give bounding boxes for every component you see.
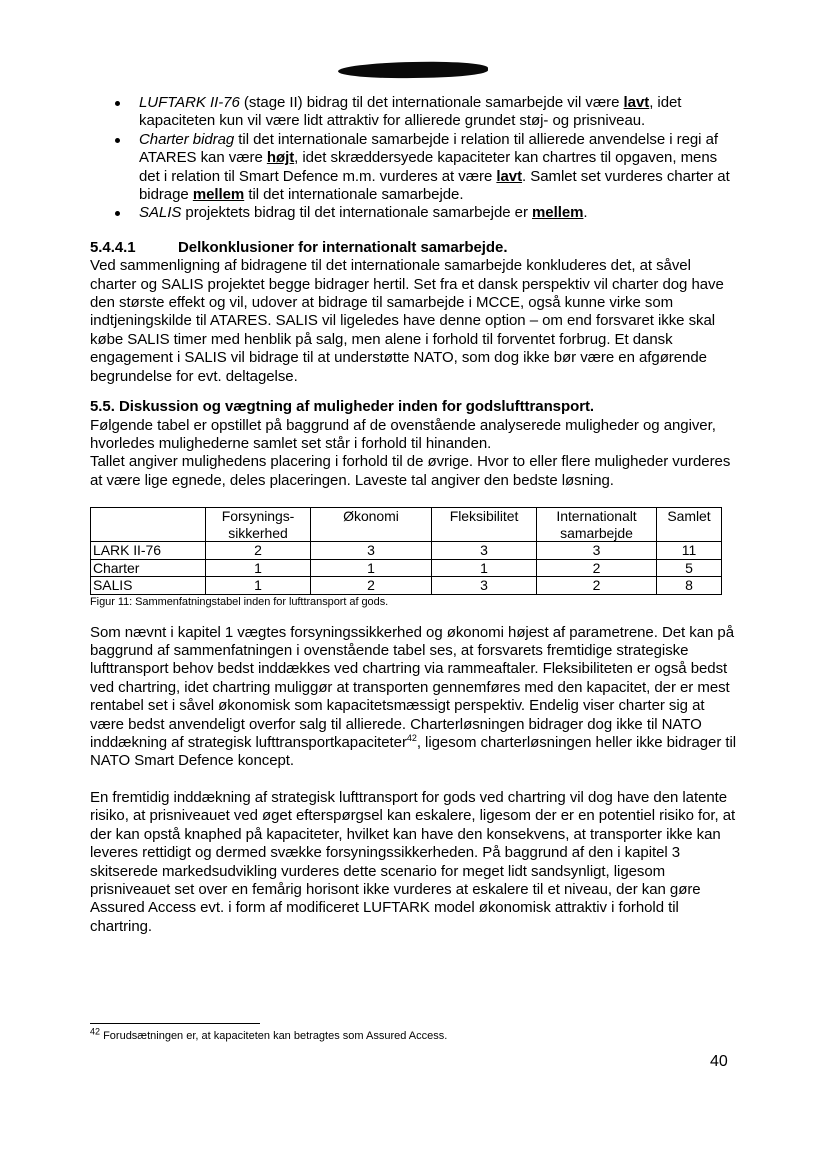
- summary-table: [90, 507, 722, 595]
- section-heading-55: [90, 398, 740, 416]
- footnote-number: 42: [90, 1026, 101, 1037]
- bullet-text: projektets bidrag til det internationale samarbejde er: [181, 204, 533, 222]
- table-header-cell: Forsynings- sikkerhed: [206, 508, 311, 542]
- table-header-cell: Fleksibilitet: [432, 508, 537, 542]
- section-title: Delkonklusioner for internationalt samarbejde.: [178, 238, 508, 256]
- bullet-text: , idet kapaciteten kun vil være lidt attraktiv for allierede grundet støj- og prisniveau.: [139, 94, 682, 130]
- section-number: 5.4.4.1: [90, 238, 136, 256]
- table-cell: 2: [537, 559, 657, 577]
- bullet-title: Charter bidrag: [139, 130, 235, 148]
- bullet-salis: [90, 204, 740, 222]
- rating-value: lavt: [623, 94, 650, 111]
- rating-value: mellem: [192, 186, 245, 204]
- table-row: [91, 542, 722, 560]
- bullet-title: LUFTARK II-76: [139, 94, 240, 111]
- paragraph: [90, 624, 740, 771]
- bullet-text: (stage II) bidrag til det internationale samarbejde vil være: [239, 94, 624, 111]
- main-content: [90, 94, 740, 936]
- rating-value: højt: [266, 149, 295, 167]
- section-title: Diskussion og vægtning af muligheder inden for godslufttransport.: [118, 398, 595, 416]
- contribution-bullet-list: [90, 94, 740, 223]
- section-body: Følgende tabel er opstillet på baggrund af de ovenstående analyserede muligheder og angiver, hvorledes mulighederne samlet set står i forhold til hinanden.: [90, 416, 716, 452]
- table-cell: 8: [657, 577, 722, 595]
- table-cell: 5: [657, 559, 722, 577]
- table-cell: 1: [432, 559, 537, 577]
- rating-value: lavt: [496, 167, 523, 185]
- table-header-cell: Samlet: [657, 508, 722, 542]
- table-cell: Charter: [91, 559, 206, 577]
- section-body: Ved sammenligning af bidragene til det internationale samarbejde konkluderes det, at såvel charter og SALIS projektet begge bidrager hertil. Set fra et dansk perspektiv vil charter dog have den største effekt og vil, udover at bidrage til samarbejde i MCCE, også kunne virke som indtjeningskilde til ATARES. SALIS vil ligeledes have denne option – om end forsvaret ikke skal købe SALIS timer med henblik på salg, men alene i forhold til forventet forbrug. Et dansk engagement i SALIS vil bidrage til at understøtte NATO, som dog ikke bør være en afgørende begrundelse for evt. deltagelse.: [90, 257, 724, 385]
- bullet-icon: [115, 211, 120, 216]
- table-cell: 1: [206, 577, 311, 595]
- table-cell: 3: [432, 577, 537, 595]
- paragraph: En fremtidig inddækning af strategisk lufttransport for gods ved chartring vil dog have den latente risiko, at prisniveauet ved øget efterspørgsel kan eskalere, ligesom der er en potentiel risiko for, at der kan opstå knaphed på kapaciteter, hvilket kan have den konsekvens, at transporter ikke kan leveres rettidigt og dermed svække forsyningssikkerheden. På baggrund af den i kapitel 3 skitserede markedsudvikling vurderes dette scenario for meget lidt sandsynligt, ligesom prisniveauet set over en femårig horisont ikke vurderes at eskalere til et niveau, der kan gøre Assured Access evt. i form af modificeret LUFTARK model økonomisk attraktiv i forhold til chartring.: [90, 788, 736, 935]
- table-caption: Figur 11: Sammenfatningstabel inden for lufttransport af gods.: [90, 595, 389, 608]
- table-cell: LARK II-76: [91, 542, 206, 560]
- footnote: [90, 1026, 448, 1043]
- bullet-text: , idet skræddersyede kapaciteter kan chartres til opgaven, mens det i relation til Smart Defence m.m. vurderes at være: [139, 149, 718, 185]
- table-cell: 11: [657, 542, 722, 560]
- page-number: 40: [710, 1053, 728, 1070]
- rating-value: mellem: [532, 204, 584, 222]
- bullet-text: til det internationale samarbejde i relation til allierede anvendelse i regi af ATARES kan være: [139, 130, 718, 167]
- bullet-text: .: [583, 204, 588, 222]
- bullet-title: SALIS: [139, 204, 182, 222]
- table-cell: 2: [206, 542, 311, 560]
- paragraph-text: Som nævnt i kapitel 1 vægtes forsyningssikkerhed og økonomi højest af parametrene. Det kan på baggrund af sammenfatningen i ovenstående tabel ses, at forsvarets fremtidige strategiske lufttransport behov bedst inddækkes ved chartring via rammeaftaler. Fleksibiliteten er også bedst ved chartring, idet chartring muliggør at transporten gennemføres med den kapacitet, der er mest rentabel set i såvel økonomisk som kapacitetsmæssigt perspektiv. Endelig viser charter sig at være bedst anvendeligt overfor salg til allierede. Charterløsningen bidrager dog ikke til NATO inddækning af strategisk lufttransportkapaciteter: [90, 623, 734, 752]
- section-5-5: [90, 398, 740, 490]
- table-header-cell: [91, 508, 206, 542]
- footnote-reference: 42: [406, 733, 417, 744]
- redaction-mark: [338, 61, 488, 80]
- bullet-text: . Samlet set vurderes charter at bidrage: [139, 167, 730, 204]
- table-row: [91, 559, 722, 577]
- table-cell: 3: [537, 542, 657, 560]
- table-row: [91, 577, 722, 595]
- bullet-icon: [115, 101, 120, 106]
- bullet-icon: [115, 138, 120, 143]
- footnote-divider: [90, 1023, 260, 1024]
- paragraph-text: , ligesom charterløsningen heller ikke bidrager til NATO Smart Defence koncept.: [90, 734, 737, 770]
- table-cell: 2: [537, 577, 657, 595]
- bullet-luftark: [90, 94, 740, 131]
- table-header-cell: Internationalt samarbejde: [537, 508, 657, 542]
- section-body: Tallet angiver mulighedens placering i forhold til de øvrige. Hvor to eller flere muligheder vurderes at være lige egnede, deles placeringen. Laveste tal angiver den bedste løsning.: [90, 453, 731, 489]
- table-header-cell: Økonomi: [311, 508, 432, 542]
- table-cell: 1: [206, 559, 311, 577]
- bullet-charter: [90, 131, 740, 205]
- section-heading-5441: [90, 239, 740, 257]
- section-number: 5.5.: [90, 398, 115, 416]
- table-cell: 3: [311, 542, 432, 560]
- table-cell: 3: [432, 542, 537, 560]
- table-cell: SALIS: [91, 577, 206, 595]
- table-cell: 1: [311, 559, 432, 577]
- table-cell: 2: [311, 577, 432, 595]
- bullet-text: til det internationale samarbejde.: [244, 186, 464, 204]
- table-header-row: [91, 508, 722, 542]
- footnote-text: Forudsætningen er, at kapaciteten kan betragtes som Assured Access.: [100, 1030, 448, 1042]
